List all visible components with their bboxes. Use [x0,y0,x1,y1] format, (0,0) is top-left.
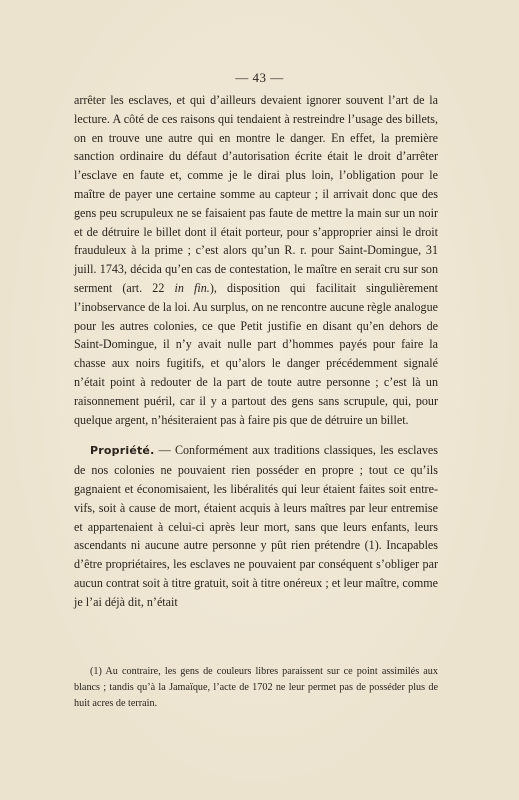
paragraph-2 [74,441,438,611]
paragraph-1-end: ), disposition qui facilitait singulièrement l’inobservance de la loi. Au surplus, on ne rencontre aucune règle analogue pour les autres colonies, ce que Petit justifie en disant qu’en dehors de Saint-Domingue, il n’y avait nulle part d’hommes payés pour faire la chasse aux noirs fugitifs, et qu’alors le danger précédemment signalé n’était point à redouter de la part de toute autre personne ; c’est là un raisonnement puéril, car il y a partout des gens sans scrupule, qui, pour quelque argent, n’hésiteraient pas à faire pis que de détruire un billet. [74,280,438,427]
paragraph-1-italic: in fin. [174,280,210,295]
paragraph-1-text: arrêter les esclaves, et qui d’ailleurs devaient ignorer souvent l’art de la lecture. A côté de ces raisons qui tendaient à restreindre l’usage des billets, on en trouve une autre qui en montre le danger. En effet, la première sanction ordinaire du défaut d’autorisation écrite était le droit d’arrêter l’esclave en faute et, comme je le dirai plus loin, l’obligation pour le maître de payer une certaine somme au capteur ; il arrivait donc que des gens peu scrupuleux ne se faisaient pas faute de mettre la main sur un noir et de détruire le billet dont il était porteur, pour s’approprier ainsi le droit frauduleux à la prime ; c’est alors qu’un R. r. pour Saint-Domingue, 31 juill. 1743, décida qu’en cas de contestation, le maître en serait cru sur son serment (art. 22 [74,93,438,295]
paragraph-1 [74,91,438,429]
page-number: — 43 — [235,70,284,85]
paragraph-2-text: — Conformément aux traditions classiques, les esclaves de nos colonies ne pouvaient rien posséder en propre ; tout ce qu’ils gagnaient et économisaient, les libéralités qui leur étaient faites soit entre-vifs, soit à cause de mort, étaient acquis à leurs maîtres par leur entremise et appartenaient à celui-ci après leur mort, sans que leurs enfants, leurs ascendants ni aucune autre personne y pût rien prétendre (1). Incapables d’être propriétaires, les esclaves ne pouvaient par conséquent s’obliger par aucun contrat soit à titre gratuit, soit à titre onéreux ; et leur maître, comme je l’ai déjà dit, n’était [74,443,438,609]
footnote: (1) Au contraire, les gens de couleurs libres paraissent sur ce point assimilés aux blancs ; tandis qu’à la Jamaïque, l’acte de 1702 ne leur permet pas de posséder plus de huit acres de terrain. [74,666,438,709]
body-text [74,91,438,612]
section-heading: Propriété. [90,444,155,458]
